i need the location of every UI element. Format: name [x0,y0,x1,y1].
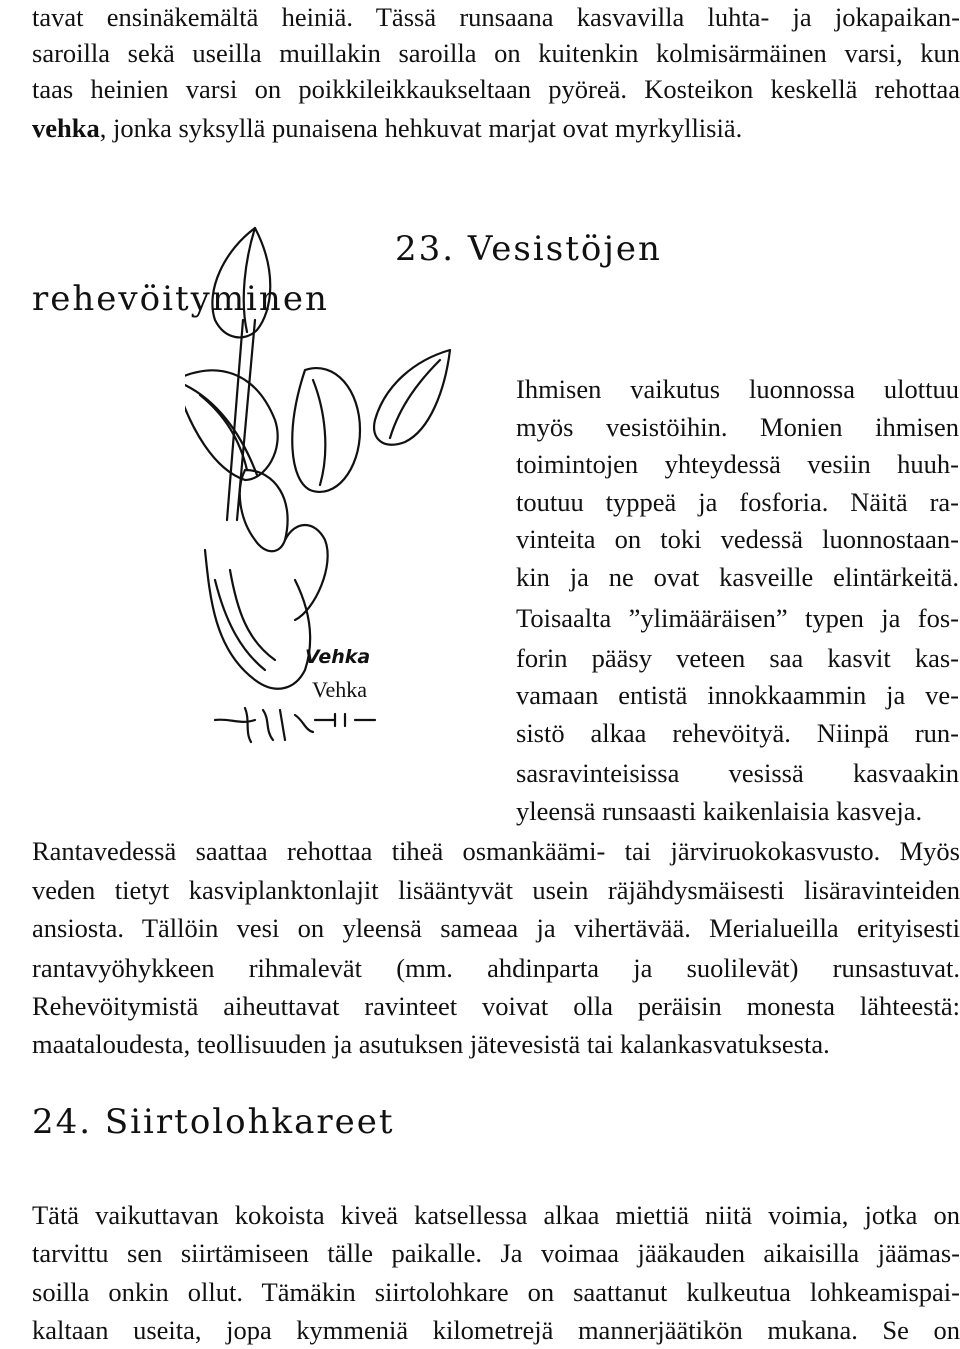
leaf-middle [292,368,360,492]
figure-caption-handwritten: Vehka [305,646,371,668]
column-line-8: forin pääsy veteen saa kasvit kas- [516,643,959,673]
column-line-7: Toisaalta ”ylimääräisen” typen ja fos- [516,603,959,633]
roots [215,708,375,742]
intro-line-1: tavat ensinäkemältä heiniä. Tässä runsaana kasvavilla luhta- ja jokapaikan- [32,2,960,32]
column-line-5: vinteita on toki vedessä luonnostaan- [516,524,959,554]
column-line-3: toimintojen yhteydessä vesiin huuh- [516,449,959,479]
section-24-title: 24. Siirtolohkareet [32,1102,395,1142]
leaf-lower-left [240,470,288,551]
intro-line-2: saroilla sekä useilla muillakin saroilla on kuitenkin kolmisärmäinen varsi, kun [32,38,960,68]
leaf-right-top [374,350,450,445]
wide-line-2: veden tietyt kasviplanktonlajit lisääntyvät usein räjähdysmäisesti lisäravinteiden [32,875,960,905]
intro-line-4-rest: , jonka syksyllä punaisena hehkuvat marjat ovat myrkyllisiä. [99,113,743,143]
wide-line-1: Rantavedessä saattaa rehottaa tiheä osmankäämi- tai järviruokokasvusto. Myös [32,836,960,866]
column-line-2: myös vesistöihin. Monien ihmisen [516,412,959,442]
section-23-title-part1: 23. Vesistöjen [395,229,662,269]
section-24-line-1: Tätä vaikuttavan kokoista kiveä katsellessa alkaa miettiä niitä voimia, jotka on [32,1200,960,1230]
column-line-9: vamaan entistä innokkaammin ja ve- [516,680,959,710]
column-line-1: Ihmisen vaikutus luonnossa ulottuu [516,374,959,404]
intro-line-4 [32,111,960,145]
spathe [212,228,270,337]
wide-line-3: ansiosta. Tällöin vesi on yleensä sameaa ja vihertävää. Merialueilla erityisesti [32,913,960,943]
wide-line-4: rantavyöhykkeen rihmalevät (mm. ahdinparta ja suolilevät) runsastuvat. [32,953,960,983]
wide-line-5: Rehevöitymistä aiheuttavat ravinteet voivat olla peräisin monesta lähteestä: [32,991,960,1021]
section-24-line-2: tarvittu sen siirtämiseen tälle paikalle. Ja voimaa jääkauden aikaisilla jäämas- [32,1238,960,1268]
vehka-bold-term: vehka [32,113,100,143]
figure-caption: Vehka [312,677,367,702]
column-line-11: sasravinteisissa vesissä kasvaakin [516,758,959,788]
column-line-10: sistö alkaa rehevöityä. Niinpä run- [516,718,959,748]
section-24-line-4: kaltaan useita, jopa kymmeniä kilometrejä mannerjäätikön mukana. Se on [32,1315,960,1345]
section-23-title-part2: rehevöityminen [32,279,329,319]
intro-line-3: taas heinien varsi on poikkileikkaukseltaan pyöreä. Kosteikon keskellä rehottaa [32,74,960,104]
column-line-4: toutuu typpeä ja fosforia. Näitä ra- [516,487,959,517]
section-24-line-3: soilla onkin ollut. Tämäkin siirtolohkare on saattanut kulkeutua lohkeamispai- [32,1277,960,1307]
wide-line-6: maataloudesta, teollisuuden ja asutuksen jätevesistä tai kalankasvatuksesta. [32,1029,830,1059]
column-line-12: yleensä runsaasti kaikenlaisia kasveja. [516,796,923,826]
column-line-6: kin ja ne ovat kasveille elintärkeitä. [516,562,959,592]
